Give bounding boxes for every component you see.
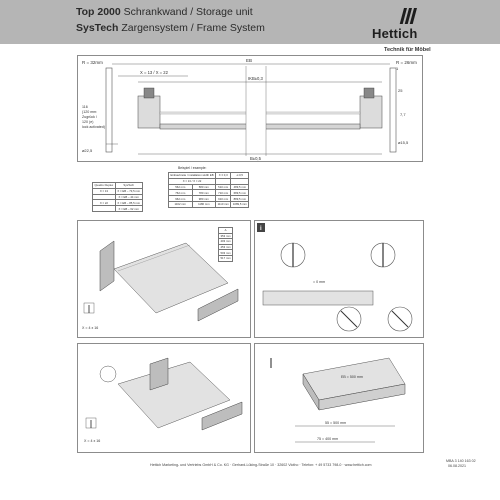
table-row bbox=[219, 244, 233, 250]
table-cell: 1162 mm bbox=[169, 201, 193, 207]
table-cell: 503 mm bbox=[220, 250, 231, 255]
table-cell: 889,5 mm bbox=[231, 196, 249, 202]
info-icon: i bbox=[260, 226, 262, 232]
step-4-panel bbox=[254, 343, 424, 453]
table-cell: X = EB – 44 mm bbox=[115, 194, 142, 200]
table-cell: 489,5 mm bbox=[231, 184, 249, 190]
table-cell: 689,5 mm bbox=[231, 190, 249, 196]
svg-text:(120 mm:: (120 mm: bbox=[82, 110, 98, 114]
quadro-systech-table bbox=[92, 182, 143, 212]
dim-77-label: 7,7 bbox=[400, 112, 406, 117]
b-dimension-label: B±0,5 bbox=[250, 156, 261, 161]
example-title: Beispiel / example: bbox=[178, 166, 207, 170]
table-cell: 517 mm bbox=[220, 256, 231, 261]
table-row bbox=[219, 239, 233, 245]
table-cell: X = 13 / X = 22 bbox=[169, 178, 216, 184]
brand-tagline: Technik für Möbel bbox=[384, 47, 431, 53]
header-bar bbox=[0, 0, 500, 44]
table-cell: 1180 mm bbox=[192, 201, 216, 207]
table-cell: 762 mm bbox=[169, 190, 193, 196]
x-dimension-label: X = 13 / X = 22 bbox=[140, 70, 168, 75]
zero-mm-label: = 0 mm bbox=[313, 280, 326, 284]
footer bbox=[0, 458, 500, 500]
table-row bbox=[169, 201, 249, 207]
table-row bbox=[93, 206, 143, 212]
company-address: Hettich Marketing- und Vertriebs GmbH & Co. KG · Gerhard-Lüking-Straße 10 · 32602 Vlotho · Telefon: + 49 5733 798-0 · www.hettich.com bbox=[150, 463, 372, 467]
lock-height-note bbox=[82, 105, 105, 129]
table-cell: X = EB – 73,5 mm bbox=[117, 189, 141, 194]
table-cell: 780 mm bbox=[192, 190, 216, 196]
table-cell bbox=[93, 206, 116, 212]
title-rest: Schrankwand / Storage unit bbox=[123, 6, 253, 18]
info-panel bbox=[254, 220, 424, 338]
dim-55-label: 55 = 500 mm bbox=[325, 421, 347, 425]
brand-name: Hettich bbox=[372, 26, 418, 41]
table-cell: X = EB – 62 mm bbox=[115, 206, 142, 212]
step-3-panel bbox=[77, 343, 251, 453]
title-product: Top 2000 bbox=[76, 6, 121, 18]
table-cell: 453 mm bbox=[220, 245, 231, 250]
document-number: MBA 3 140 163 02 bbox=[446, 459, 476, 463]
radius-left-label: R = 32mm bbox=[82, 60, 103, 65]
table-cell: 403 mm bbox=[220, 239, 231, 244]
table-cell: 580 mm bbox=[192, 184, 216, 190]
eb-dimension-label: EB = 500 mm bbox=[341, 375, 363, 379]
table-cell: X = 22 bbox=[93, 200, 116, 206]
table-header-cell: ⌀ 0,5 bbox=[231, 173, 249, 179]
screw-spec-label: X = 4 x 16 bbox=[82, 326, 99, 330]
dim-75-label: 75 = 400 mm bbox=[317, 437, 339, 441]
cross-section-drawing bbox=[78, 56, 424, 163]
table-cell: 562 mm bbox=[169, 184, 193, 190]
table-cell: 1110 mm bbox=[217, 202, 229, 207]
table-row bbox=[219, 233, 233, 239]
info-drawing bbox=[255, 221, 425, 339]
table-cell: 1089,5 mm bbox=[232, 202, 247, 207]
dim-1-label: 1 bbox=[396, 66, 399, 71]
table-header-cell: Quadro Duplex bbox=[94, 183, 114, 188]
table-cell: X = EB – 85,5 mm bbox=[117, 200, 141, 205]
table-row bbox=[219, 250, 233, 256]
svg-text:120 (e): 120 (e) bbox=[82, 120, 94, 124]
table-cell: X = 13 bbox=[93, 188, 116, 194]
table-cell: 910 mm bbox=[216, 196, 231, 202]
table-header-cell: SysTech bbox=[115, 183, 142, 189]
table-header-cell: X ± 0,3 bbox=[216, 173, 231, 179]
table-cell: 510 mm bbox=[216, 184, 231, 190]
height-a-table bbox=[218, 227, 233, 262]
table-header-cell: A bbox=[219, 228, 233, 234]
table-cell: 353 mm bbox=[220, 233, 231, 238]
document-subtitle bbox=[76, 22, 265, 34]
radius-right-label: R = 26mm bbox=[396, 60, 417, 65]
dim-155-label: ⌀15,5 bbox=[398, 140, 409, 145]
example-width-table bbox=[168, 172, 249, 208]
screw-spec-label-2: X = 4 x 16 bbox=[84, 439, 101, 443]
cross-section-panel bbox=[77, 55, 423, 162]
svg-text:Zugrück /: Zugrück / bbox=[82, 115, 97, 119]
ikb-label: IKB±0,3 bbox=[248, 76, 263, 81]
subtitle-rest: Zargensystem / Frame System bbox=[121, 22, 265, 34]
dim-25-label: 25 bbox=[398, 88, 403, 93]
table-cell: 710 mm bbox=[216, 190, 231, 196]
svg-text:lock activated): lock activated) bbox=[82, 125, 105, 129]
step-3-drawing bbox=[78, 344, 252, 454]
document-title bbox=[76, 6, 253, 18]
dim-225-label: ⌀22,5 bbox=[82, 148, 93, 153]
eb-label: EB bbox=[246, 58, 253, 63]
subtitle-product: SysTech bbox=[76, 22, 119, 34]
table-cell: 962 mm bbox=[169, 196, 193, 202]
document-date: 06.08.2021 bbox=[448, 464, 466, 468]
table-header-cell: Einbaubreite / installation width EB bbox=[170, 173, 214, 178]
table-cell: 980 mm bbox=[192, 196, 216, 202]
step-4-drawing bbox=[255, 344, 425, 454]
svg-text:116: 116 bbox=[82, 105, 88, 109]
table-row bbox=[219, 255, 233, 261]
